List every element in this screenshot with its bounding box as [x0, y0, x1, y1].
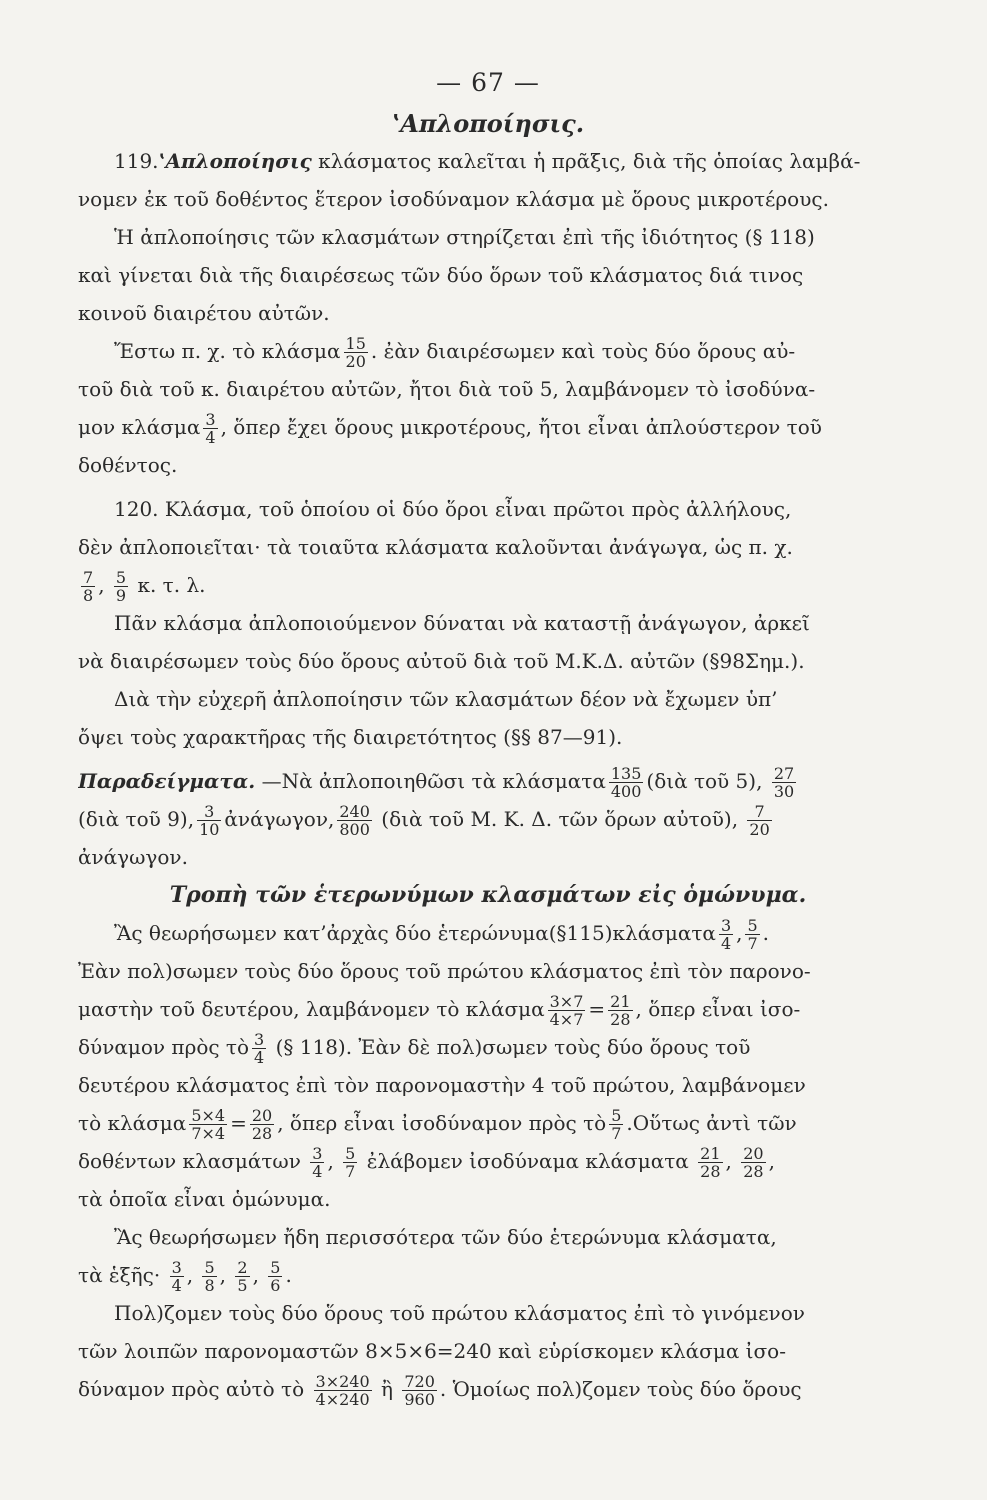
fraction — [548, 993, 586, 1028]
fraction — [197, 803, 221, 838]
fraction — [268, 1259, 282, 1294]
book-page — [78, 68, 898, 1408]
numerator: 5 — [747, 916, 758, 935]
text-span: , ὅπερ ἔχει ὅρους μικροτέρους, ἤτοι εἶναι ἀπλούστερον τοῦ — [220, 415, 822, 439]
text-line: Διὰ τὴν εὐχερῆ ἀπλοποίησιν τῶν κλασμάτων δέον νὰ ἔχωμεν ὑπ’ — [114, 687, 778, 711]
numerator: 3 — [197, 803, 221, 821]
fraction — [81, 569, 95, 604]
text-span: μαστὴν τοῦ δευτέρου, λαμβάνομεν τὸ κλάσμα — [78, 997, 545, 1021]
text-line: κοινοῦ διαιρέτου αὐτῶν. — [78, 301, 330, 325]
numerator: 240 — [339, 802, 370, 821]
denominator: 6 — [270, 1276, 281, 1294]
denominator: 4 — [171, 1276, 182, 1294]
text-span: (διὰ τοῦ Μ. Κ. Δ. τῶν ὅρων αὐτοῦ), — [381, 807, 739, 831]
denominator: 4 — [254, 1048, 265, 1066]
text-span: τὸ κλάσμα — [78, 1111, 187, 1135]
examples-label: Παραδείγματα. — [78, 769, 256, 793]
fraction — [337, 803, 372, 838]
numerator: 15 — [345, 334, 366, 353]
fraction — [745, 917, 759, 952]
numerator: 2 — [237, 1258, 248, 1277]
denominator: 28 — [251, 1124, 273, 1142]
denominator: 10 — [199, 820, 220, 838]
numerator: 5 — [345, 1144, 356, 1163]
text-line: νομεν ἐκ τοῦ δοθέντος ἕτερον ἰσοδύναμον κλάσμα μὲ ὅρους μικροτέρους. — [78, 187, 829, 211]
numerator: 3 — [720, 916, 732, 935]
text-span: κλάσματος καλεῖται ἡ πρᾶξις, διὰ τῆς ὁποίας λαμβά- — [318, 149, 861, 173]
text-line: Ἐὰν πολ)σωμεν τοὺς δύο ὅρους τοῦ πρώτου κλάσματος ἐπὶ τὸν παρονο- — [78, 959, 811, 983]
text-line — [78, 332, 898, 370]
numerator: 3 — [254, 1030, 265, 1049]
text-span: .Οὕτως ἀντὶ τῶν — [626, 1111, 797, 1135]
text-line: καὶ γίνεται διὰ τῆς διαιρέσεως τῶν δύο ὅρων τοῦ κλάσματος διά τινος — [78, 263, 804, 287]
text-span: δοθέντων κλασμάτων — [78, 1149, 301, 1173]
numerator: 5 — [204, 1258, 215, 1277]
numerator: 7 — [747, 803, 771, 821]
denominator: 4×7 — [549, 1010, 584, 1028]
fraction — [609, 765, 644, 800]
defined-term: ʽΑπλοποίησις — [158, 149, 312, 173]
paragraph-number: 119. — [114, 149, 159, 173]
fraction — [114, 569, 128, 604]
denominator: 7 — [747, 934, 758, 952]
denominator: 30 — [773, 782, 795, 800]
section-title: ʽΑπλοποίησις. — [391, 109, 585, 138]
numerator: 720 — [404, 1372, 435, 1391]
numerator: 7 — [83, 568, 94, 587]
paragraph-120 — [78, 490, 898, 756]
text-span: , ὅπερ εἶναι ἰσο- — [635, 997, 801, 1021]
numerator: 5 — [611, 1106, 622, 1125]
numerator: 20 — [743, 1144, 764, 1163]
text-line: τὰ ὁποῖα εἶναι ὁμώνυμα. — [78, 1187, 331, 1211]
fraction — [402, 1373, 437, 1408]
examples — [78, 762, 898, 876]
text-line: ἀνάγωγον. — [78, 845, 188, 869]
text-line: Ἡ ἀπλοποίησις τῶν κλασμάτων στηρίζεται ἐπὶ τῆς ἰδιότητος (§ 118) — [114, 225, 815, 249]
text-line: μαστὴν τοῦ δευτέρου, λαμβάνομεν τὸ κλάσμα $\frac{3\times 7}{4\times 7}$ = $\frac{21}{28}$ , ὅπερ εἶναι ἰσο- — [78, 992, 801, 1028]
numerator: 3 — [171, 1258, 182, 1277]
fraction — [772, 765, 796, 800]
text-line — [78, 1028, 898, 1066]
text-span: ἀνάγωγον, — [224, 807, 335, 831]
denominator: 7×4 — [191, 1124, 226, 1142]
numerator: 3 — [312, 1144, 323, 1163]
denominator: 5 — [237, 1276, 248, 1294]
text-span: . ἐὰν διαιρέσωμεν καὶ τοὺς δύο ὅρους αὐ- — [370, 339, 796, 363]
fraction — [344, 335, 368, 370]
fraction — [343, 1145, 357, 1180]
text-line: 120. Κλάσμα, τοῦ ὁποίου οἱ δύο ὅροι εἶναι πρῶτοι πρὸς ἀλλήλους, — [114, 497, 792, 521]
fraction — [252, 1031, 266, 1066]
numerator: 135 — [610, 764, 642, 783]
text-line: δευτέρου κλάσματος ἐπὶ τὸν παρονομαστὴν 4 τοῦ πρώτου, λαμβάνομεν — [78, 1073, 806, 1097]
text-span: (§ 118). Ἐὰν δὲ πολ)σωμεν τοὺς δύο ὅρους τοῦ — [275, 1035, 751, 1059]
fraction — [747, 803, 771, 838]
denominator: 28 — [610, 1010, 631, 1028]
text-line: τῶν λοιπῶν παρονομαστῶν 8×5×6=240 καὶ εὑρίσκομεν κλάσμα ἰσο- — [78, 1339, 786, 1363]
text-span: δύναμον πρὸς τὸ — [78, 1035, 250, 1059]
denominator: 4 — [720, 934, 732, 952]
fraction — [235, 1259, 249, 1294]
text-line: τοῦ διὰ τοῦ κ. διαιρέτου αὐτῶν, ἤτοι διὰ τοῦ 5, λαμβάνομεν τὸ ἰσοδύνα- — [78, 377, 816, 401]
fraction — [741, 1145, 765, 1180]
text-line: τὰ ἑξῆς· $\frac{3}{4}$ , $\frac{5}{8}$ , $\frac{2}{5}$ , $\frac{5}{6}$ . — [78, 1258, 292, 1294]
denominator: 800 — [339, 820, 370, 838]
numerator: 5 — [270, 1258, 281, 1277]
numerator: 27 — [773, 764, 795, 783]
text-line — [78, 762, 898, 800]
text-line: Πολ)ζομεν τοὺς δύο ὅρους τοῦ πρώτου κλάσματος ἐπὶ τὸ γινόμενον — [114, 1301, 805, 1325]
numerator: 20 — [251, 1106, 273, 1125]
text-span: (διὰ τοῦ 5), — [646, 769, 763, 793]
text-line — [78, 142, 898, 180]
denominator: 9 — [115, 586, 127, 604]
denominator: 28 — [700, 1162, 721, 1180]
text-span: Ἂς θεωρήσωμεν κατ’ἀρχὰς δύο ἑτερώνυμα(§115)κλάσματα — [114, 921, 716, 945]
text-span: , ὅπερ εἶναι ἰσοδύναμον πρὸς τὸ — [277, 1111, 607, 1135]
fraction — [202, 1259, 216, 1294]
text-line: τὸ κλάσμα $\frac{5\times 4}{7\times 4}$ = $\frac{20}{28}$ , ὅπερ εἶναι ἰσοδύναμον πρὸς τὸ $\frac{5}{7}$ .Οὕτως ἀντὶ τῶν — [78, 1106, 797, 1142]
denominator: 4 — [312, 1162, 323, 1180]
paragraph-119 — [78, 142, 898, 484]
numerator: 21 — [700, 1144, 721, 1163]
denominator: 4 — [205, 428, 216, 446]
denominator: 4×240 — [315, 1390, 370, 1408]
text-span: —Νὰ ἀπλοποιηθῶσι τὰ κλάσματα — [261, 769, 606, 793]
numerator: 3×7 — [549, 992, 584, 1011]
numerator: 21 — [610, 992, 631, 1011]
section-title-2: Τροπὴ τῶν ἑτερωνύμων κλασμάτων εἰς ὁμώνυμα. — [169, 882, 807, 908]
text-span: κ. τ. λ. — [137, 573, 206, 597]
text-span: (διὰ τοῦ 9), — [78, 807, 195, 831]
text-line: Πᾶν κλάσμα ἀπλοποιούμενον δύναται νὰ καταστῇ ἀνάγωγον, ἀρκεῖ — [114, 611, 810, 635]
text-line — [78, 800, 898, 838]
fraction — [189, 1107, 227, 1142]
denominator: 7 — [611, 1124, 622, 1142]
fraction — [250, 1107, 274, 1142]
fraction — [608, 993, 632, 1028]
fraction — [719, 917, 733, 952]
denominator: 8 — [204, 1276, 215, 1294]
fraction — [609, 1107, 623, 1142]
text-line: $\frac{7}{8}$ , $\frac{5}{9}$ κ. τ. λ. — [83, 568, 206, 604]
text-line: Ἂς θεωρήσωμεν ἤδη περισσότερα τῶν δύο ἑτερώνυμα κλάσματα, — [114, 1225, 777, 1249]
text-line — [78, 1370, 898, 1408]
text-span: δύναμον πρὸς αὐτὸ τὸ — [78, 1377, 305, 1401]
text-line: νὰ διαιρέσωμεν τοὺς δύο ὅρους αὐτοῦ διὰ τοῦ Μ.Κ.Δ. αὐτῶν (§98Σημ.). — [78, 649, 805, 673]
text-line: δὲν ἀπλοποιεῖται· τὰ τοιαῦτα κλάσματα καλοῦνται ἀνάγωγα, ὡς π. χ. — [78, 535, 793, 559]
denominator: 400 — [610, 782, 642, 800]
page-number: — 67 — — [436, 68, 540, 97]
text-span: μον κλάσμα — [78, 415, 201, 439]
fraction — [170, 1259, 184, 1294]
text-span: ἢ — [381, 1377, 393, 1401]
denominator: 28 — [743, 1162, 764, 1180]
conversion-section — [78, 914, 898, 1408]
text-line: Ἂς θεωρήσωμεν κατ’ἀρχὰς δύο ἑτερώνυμα(§115)κλάσματα $\frac{3}{4}$ , $\frac{5}{7}$ . — [114, 916, 770, 952]
denominator: 8 — [83, 586, 94, 604]
fraction — [698, 1145, 722, 1180]
text-span: Ἔστω π. χ. τὸ κλάσμα — [114, 339, 341, 363]
text-line: δοθέντος. — [78, 453, 178, 477]
text-line: δοθέντων κλασμάτων $\frac{3}{4}$ , $\frac{5}{7}$ ἐλάβομεν ἰσοδύναμα κλάσματα $\frac{21}{28}$ , $\frac{20}{28}$ , — [78, 1144, 775, 1180]
denominator: 7 — [345, 1162, 356, 1180]
numerator: 5 — [115, 568, 127, 587]
text-line: ὄψει τοὺς χαρακτῆρας τῆς διαιρετότητος (§§ 87—91). — [78, 725, 623, 749]
fraction — [310, 1145, 324, 1180]
text-span: ἐλάβομεν ἰσοδύναμα κλάσματα — [366, 1149, 689, 1173]
denominator: 20 — [749, 820, 770, 838]
numerator: 3×240 — [315, 1372, 370, 1391]
text-span: τὰ ἑξῆς· — [78, 1263, 161, 1287]
fraction — [203, 411, 217, 446]
numerator: 5×4 — [191, 1106, 226, 1125]
numerator: 3 — [205, 410, 216, 429]
denominator: 960 — [404, 1390, 435, 1408]
denominator: 20 — [345, 352, 366, 370]
text-line — [78, 408, 898, 446]
fraction — [314, 1373, 372, 1408]
text-span: . Ὁμοίως πολ)ζομεν τοὺς δύο ὅρους — [439, 1377, 802, 1401]
